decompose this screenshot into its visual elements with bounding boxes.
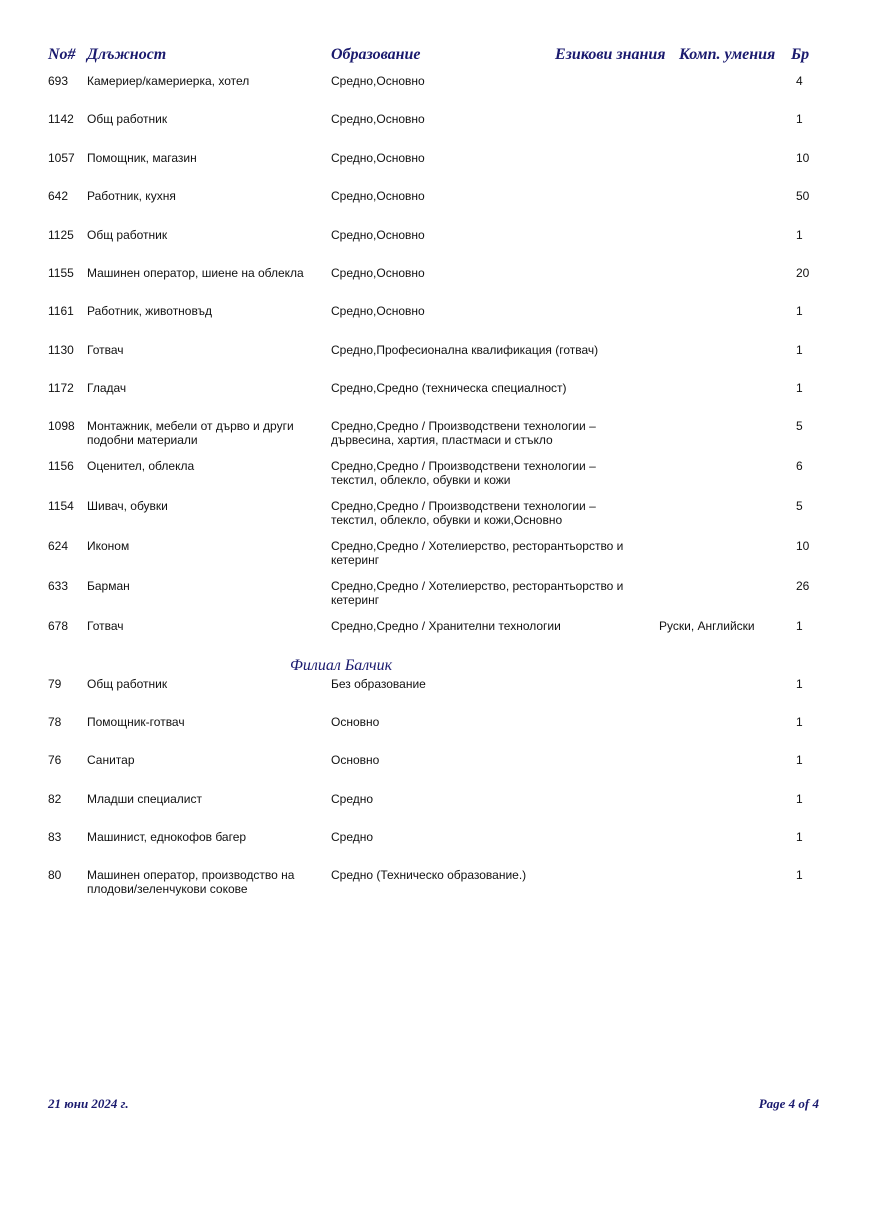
row-position: Работник, животновъд [87, 304, 212, 318]
row-education: Средно,Средно / Хранителни технологии [331, 619, 561, 633]
row-count: 10 [796, 539, 810, 553]
row-education: Средно,Средно / Производствени технологии – текстил, облекло, обувки и кожи [331, 459, 596, 487]
row-number: 1130 [48, 343, 74, 357]
row-position: Общ работник [87, 677, 168, 691]
row-number: 678 [48, 619, 69, 633]
row-number: 83 [48, 830, 62, 844]
row-count: 50 [796, 189, 810, 203]
row-position: Готвач [87, 619, 124, 633]
row-position: Оценител, облекла [87, 459, 195, 473]
row-number: 80 [48, 868, 62, 882]
row-education: Средно,Основно [331, 189, 425, 203]
footer-date: 21 юни 2024 г. [48, 1096, 129, 1111]
row-position: Помощник, магазин [87, 151, 197, 165]
row-languages: Руски, Английски [659, 619, 755, 633]
row-education: Средно [331, 830, 374, 844]
footer-page-number: Page 4 of 4 [758, 1096, 819, 1111]
row-position: Работник, кухня [87, 189, 176, 203]
row-count: 5 [796, 419, 803, 433]
row-number: 1125 [48, 228, 74, 242]
row-count: 1 [796, 868, 803, 882]
column-header-computer-skills: Комп. умения [679, 46, 776, 63]
row-number: 693 [48, 74, 69, 88]
row-count: 20 [796, 266, 810, 280]
row-count: 5 [796, 499, 803, 513]
row-count: 1 [796, 112, 803, 126]
row-count: 1 [796, 792, 803, 806]
row-number: 624 [48, 539, 69, 553]
row-position: Общ работник [87, 112, 168, 126]
row-position: Камериер/камериерка, хотел [87, 74, 250, 88]
row-count: 4 [796, 74, 803, 88]
row-number: 633 [48, 579, 69, 593]
column-header-position: Длъжност [87, 46, 167, 63]
row-position: Гладач [87, 381, 127, 395]
row-number: 1098 [48, 419, 75, 433]
row-position: Помощник-готвач [87, 715, 185, 729]
row-position: Санитар [87, 753, 135, 767]
row-count: 1 [796, 343, 803, 357]
row-count: 1 [796, 619, 803, 633]
row-education: Без образование [331, 677, 426, 691]
row-count: 26 [796, 579, 810, 593]
row-count: 1 [796, 304, 803, 318]
row-number: 76 [48, 753, 62, 767]
row-count: 1 [796, 228, 803, 242]
row-education: Основно [331, 753, 380, 767]
row-education: Средно,Средно / Хотелиерство, ресторантьорство и кетеринг [331, 539, 624, 567]
row-number: 1142 [48, 112, 74, 126]
row-position: Машинен оператор, производство на плодови/зеленчукови сокове [87, 868, 295, 896]
row-education: Средно,Средно (техническа специалност) [331, 381, 567, 395]
row-education: Основно [331, 715, 380, 729]
row-position: Машинист, еднокофов багер [87, 830, 247, 844]
row-number: 1172 [48, 381, 74, 395]
column-header-education: Образование [331, 46, 421, 63]
row-count: 10 [796, 151, 810, 165]
row-position: Младши специалист [87, 792, 202, 806]
row-number: 1161 [48, 304, 74, 318]
row-count: 6 [796, 459, 803, 473]
row-number: 78 [48, 715, 62, 729]
column-header-languages: Езикови знания [555, 46, 666, 63]
column-header-count: Бр [791, 46, 810, 63]
column-header-no: No# [48, 46, 76, 63]
row-education: Средно,Средно / Производствени технологии – дървесина, хартия, пластмаси и стъкло [331, 419, 596, 447]
row-education: Средно,Основно [331, 228, 425, 242]
row-count: 1 [796, 715, 803, 729]
row-position: Барман [87, 579, 130, 593]
row-education: Средно,Основно [331, 266, 425, 280]
row-education: Средно [331, 792, 374, 806]
row-education: Средно,Основно [331, 112, 425, 126]
row-education: Средно,Средно / Хотелиерство, ресторантьорство и кетеринг [331, 579, 624, 607]
row-number: 1156 [48, 459, 74, 473]
row-position: Машинен оператор, шиене на облекла [87, 266, 304, 280]
row-education: Средно,Основно [331, 304, 425, 318]
row-education: Средно,Средно / Производствени технологии – текстил, облекло, обувки и кожи,Основно [331, 499, 596, 527]
row-position: Общ работник [87, 228, 168, 242]
row-education: Средно (Техническо образование.) [331, 868, 527, 882]
row-number: 79 [48, 677, 62, 691]
row-number: 642 [48, 189, 69, 203]
row-position: Иконом [87, 539, 130, 553]
row-position: Монтажник, мебели от дърво и други подобни материали [87, 419, 294, 447]
row-count: 1 [796, 381, 803, 395]
branch-section-title: Филиал Балчик [290, 657, 393, 674]
row-number: 1057 [48, 151, 75, 165]
row-number: 82 [48, 792, 62, 806]
row-count: 1 [796, 753, 803, 767]
row-education: Средно,Професионална квалификация (готвач) [331, 343, 599, 357]
row-education: Средно,Основно [331, 74, 425, 88]
row-count: 1 [796, 830, 803, 844]
row-count: 1 [796, 677, 803, 691]
row-position: Шивач, обувки [87, 499, 168, 513]
row-position: Готвач [87, 343, 124, 357]
row-number: 1154 [48, 499, 74, 513]
row-education: Средно,Основно [331, 151, 425, 165]
row-number: 1155 [48, 266, 74, 280]
